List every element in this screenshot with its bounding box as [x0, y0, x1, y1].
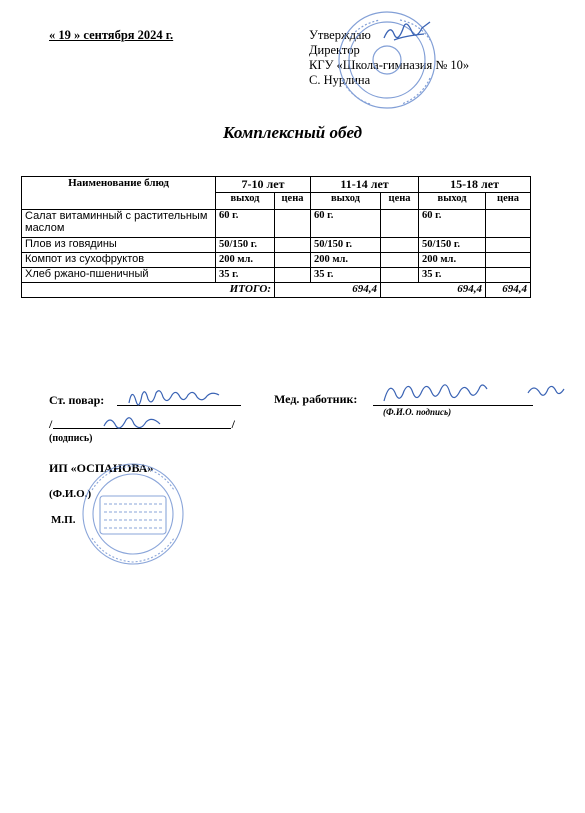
- dish-price: [275, 210, 311, 238]
- page-title: Комплексный обед: [222, 123, 363, 142]
- dish-price: [486, 253, 531, 268]
- medical-worker-label: Мед. работник:: [274, 392, 358, 406]
- dish-price: [486, 210, 531, 238]
- medical-signature: [378, 375, 578, 409]
- dish-price: [486, 268, 531, 283]
- signature-caption: (подпись): [49, 433, 93, 444]
- dish-output: 50/150 г.: [311, 238, 381, 253]
- dish-output: 60 г.: [419, 210, 486, 238]
- age-group-header: 15-18 лет: [419, 177, 531, 193]
- column-header-dish: Наименование блюд: [22, 177, 216, 210]
- dish-output: 35 г.: [419, 268, 486, 283]
- dish-name: Компот из сухофруктов: [22, 253, 216, 268]
- table-row: [22, 253, 531, 268]
- dish-output: 35 г.: [216, 268, 275, 283]
- dish-price: [275, 268, 311, 283]
- dish-output: 50/150 г.: [419, 238, 486, 253]
- table-row: [22, 210, 531, 238]
- cook-name-line: / /: [49, 417, 235, 431]
- dish-price: [275, 238, 311, 253]
- total-price: 694,4: [486, 283, 531, 298]
- total-row: [22, 283, 531, 298]
- column-header-price: цена: [486, 193, 531, 210]
- total-label: ИТОГО:: [22, 283, 275, 298]
- column-header-price: цена: [381, 193, 419, 210]
- approval-approved: Утверждаю: [309, 28, 371, 42]
- column-header-price: цена: [275, 193, 311, 210]
- age-group-header: 11-14 лет: [311, 177, 419, 193]
- dish-output: 50/150 г.: [216, 238, 275, 253]
- cook-label: Ст. повар:: [49, 393, 105, 407]
- seal-place-label: М.П.: [51, 514, 76, 526]
- dish-output: 60 г.: [216, 210, 275, 238]
- dish-name: Хлеб ржано-пшеничный: [22, 268, 216, 283]
- dish-output: 60 г.: [311, 210, 381, 238]
- dish-price: [275, 253, 311, 268]
- table-row: [22, 268, 531, 283]
- dish-output: 200 мл.: [419, 253, 486, 268]
- approval-position: Директор: [309, 43, 360, 57]
- dish-price: [486, 238, 531, 253]
- company-stamp: [78, 460, 188, 568]
- total-price: 694,4: [275, 283, 381, 298]
- director-signature: [380, 16, 440, 46]
- total-price: 694,4: [381, 283, 486, 298]
- dish-price: [381, 268, 419, 283]
- approval-name: С. Нурлина: [309, 73, 371, 87]
- company-name: ИП «ОСПАНОВА»: [49, 461, 154, 475]
- fio-caption: (Ф.И.О.): [49, 488, 92, 500]
- column-header-output: выход: [311, 193, 381, 210]
- dish-output: 200 мл.: [311, 253, 381, 268]
- table-row: [22, 238, 531, 253]
- column-header-output: выход: [216, 193, 275, 210]
- medical-signature-caption: (Ф.И.О. подпись): [383, 407, 452, 417]
- approval-organization: КГУ «Школа-гимназия № 10»: [309, 58, 470, 72]
- dish-price: [381, 238, 419, 253]
- dish-output: 35 г.: [311, 268, 381, 283]
- cook-name-handwriting: [100, 412, 180, 432]
- column-header-output: выход: [419, 193, 486, 210]
- dish-name: Плов из говядины: [22, 238, 216, 253]
- menu-table: [21, 176, 531, 298]
- dish-name: Салат витаминный с растительным маслом: [22, 210, 216, 238]
- dish-output: 200 мл.: [216, 253, 275, 268]
- document-date: « 19 » сентября 2024 г.: [49, 28, 174, 42]
- dish-price: [381, 253, 419, 268]
- age-group-header: 7-10 лет: [216, 177, 311, 193]
- dish-price: [381, 210, 419, 238]
- cook-signature: [125, 385, 240, 407]
